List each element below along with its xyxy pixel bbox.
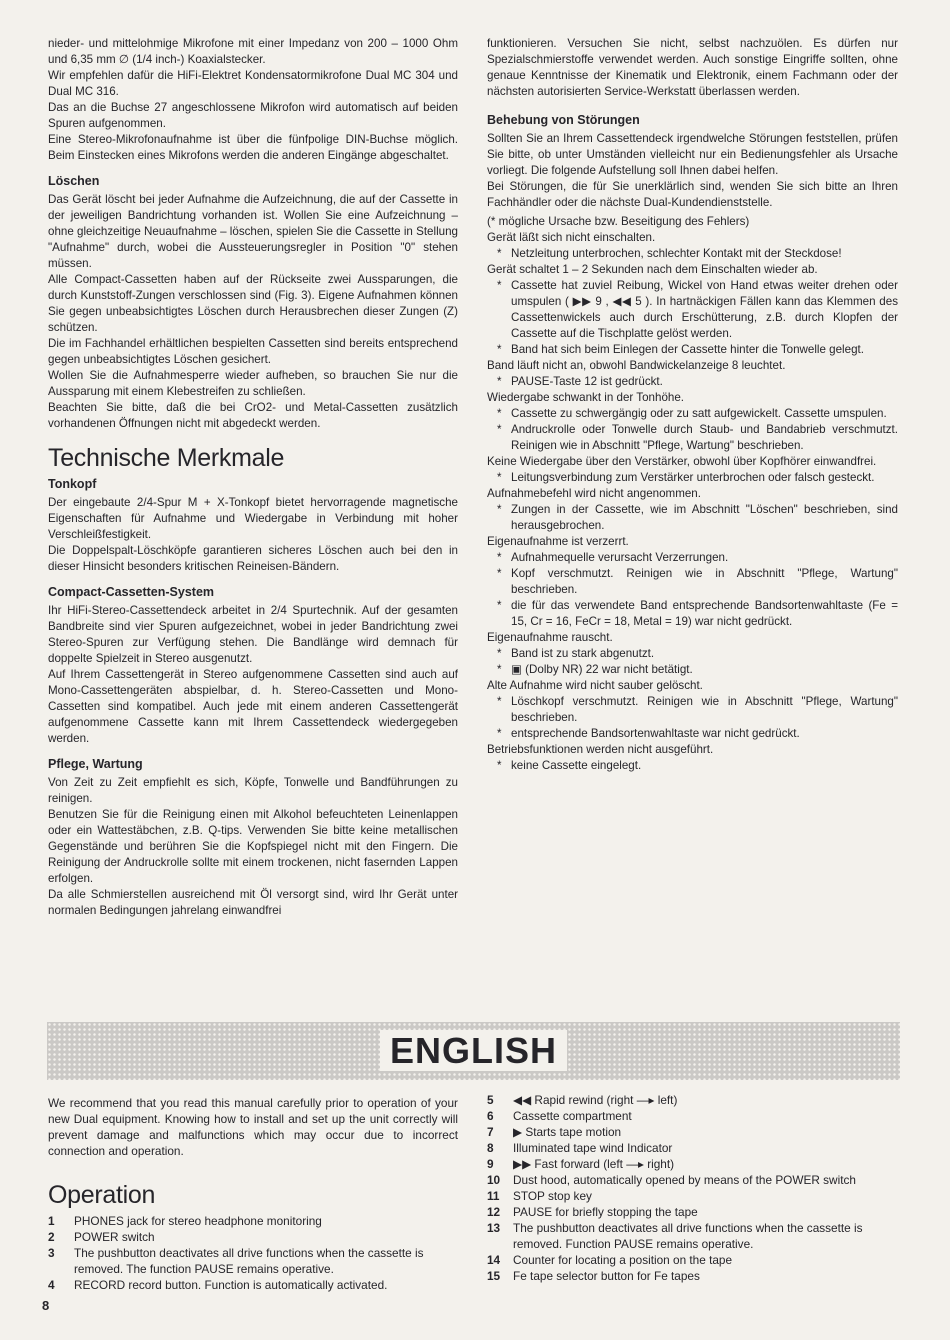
paragraph: Alle Compact-Cassetten haben auf der Rückseite zwei Aussparungen, die durch Kunststoff-Zungen verschlossen sind (Fig. 3). Eigene Aufnahmen können Sie gegen unbeabsichtigtes Löschen durch Herausbrechen dieser Zungen (Z) schützen. (48, 273, 458, 334)
item-text: Dust hood, automatically opened by means of the POWER switch (513, 1173, 856, 1187)
item-text: RECORD record button. Function is automatically activated. (74, 1278, 388, 1292)
section-heading-compact-cassetten: Compact-Cassetten-System (48, 585, 215, 599)
trouble-cause: * Andruckrolle oder Tonwelle durch Staub- und Bandabrieb verschmutzt. Reinigen wie in Abschnitt "Pflege, Wartung" beschrieben. (511, 422, 898, 454)
item-number: 6 (487, 1109, 494, 1123)
trouble-item: Keine Wiedergabe über den Verstärker, obwohl über Kopfhörer einwandfrei. (487, 455, 877, 468)
trouble-item: Gerät läßt sich nicht einschalten. (487, 231, 656, 244)
operation-heading: Operation (48, 1181, 156, 1209)
trouble-item: Betriebsfunktionen werden nicht ausgeführt. (487, 743, 714, 756)
paragraph: Wollen Sie die Aufnahmesperre wieder aufheben, so brauchen Sie nur die Aussparung mit einem Klebestreifen zu schließen. (48, 369, 458, 398)
trouble-cause: * entsprechende Bandsortenwahltaste war nicht gedrückt. (511, 726, 898, 742)
item-text: PAUSE for briefly stopping the tape (513, 1205, 698, 1219)
paragraph: Die Doppelspalt-Löschköpfe garantieren sicheres Löschen auch bei den in dieser Hinsicht besonders kritischen Reineisen-Bändern. (48, 544, 458, 573)
trouble-item: Eigenaufnahme rauscht. (487, 631, 613, 644)
section-heading-loeschen: Löschen (48, 174, 100, 188)
paragraph: Von Zeit zu Zeit empfiehlt es sich, Köpfe, Tonwelle und Bandführungen zu reinigen. (48, 776, 458, 805)
trouble-cause: * PAUSE-Taste 12 ist gedrückt. (511, 374, 898, 390)
paragraph: Das Gerät löscht bei jeder Aufnahme die Aufzeichnung, die auf der Cassette in der jeweiligen Bandrichtung vorhanden ist. Wollen Sie eine Aufzeichnung – ohne gleichzeitige Neuaufnahme – löschen, spielen Sie die Cassette in Stellung "Aufnahme" durch, wobei die Aussteuerungsregler in Position "0" stehen müssen. (48, 193, 458, 270)
trouble-cause: * Kopf verschmutzt. Reinigen wie in Abschnitt "Pflege, Wartung" beschrieben. (511, 566, 898, 598)
trouble-cause: * Zungen in der Cassette, wie im Abschnitt "Löschen" beschrieben, sind herausgebrochen. (511, 502, 898, 534)
operation-item (487, 1092, 898, 1108)
paragraph: funktionieren. Versuchen Sie nicht, selbst nachzuölen. Es dürfen nur Spezialschmierstoffe verwendet werden. Auch sonstige Eingriffe sollten, ohne genaue Kenntnisse der Kinematik und Elektronik, einem Fachmann oder der nächsten autorisierten Service-Werkstatt überlassen werden. (487, 37, 898, 98)
item-number: 14 (487, 1253, 501, 1267)
item-text: ▶▶ Fast forward (left —▸ right) (513, 1157, 675, 1171)
chapter-heading-technische-merkmale: Technische Merkmale (48, 444, 285, 472)
item-number: 15 (487, 1269, 501, 1283)
item-text: PHONES jack for stereo headphone monitoring (74, 1214, 322, 1228)
trouble-cause: * Band ist zu stark abgenutzt. (511, 646, 898, 662)
trouble-cause: * Leitungsverbindung zum Verstärker unterbrochen oder falsch gesteckt. (511, 470, 898, 486)
operation-item (487, 1156, 898, 1172)
section-heading-stoerungen: Behebung von Störungen (487, 113, 640, 127)
item-number: 10 (487, 1173, 501, 1187)
trouble-item: Wiedergabe schwankt in der Tonhöhe. (487, 391, 685, 404)
trouble-cause: * Cassette hat zuviel Reibung, Wickel von Hand etwas weiter drehen oder umspulen ( ▶▶ 9 , ◀◀ 5 ). In hartnäckigen Fällen kann das Klemmen des Cassettenwickels auch durch Erschütterung, z.B. durch Klopfen der Cassette auf die Tischplatte gelöst werden. (511, 278, 898, 342)
operation-list-right (487, 1092, 898, 1284)
section-heading-tonkopf: Tonkopf (48, 477, 97, 491)
paragraph: Wir empfehlen dafür die HiFi-Elektret Kondensatormikrofone Dual MC 304 und Dual MC 316. (48, 69, 458, 98)
paragraph: Auf Ihrem Cassettengerät in Stereo aufgenommene Cassetten sind auch auf Mono-Cassettengeräten abspielbar, d. h. Stereo-Cassetten und Mono-Cassetten sind kompatibel. Auch jede mit einem anderen Cassettengerät aufgenommene Cassette kann mit Ihrem Cassettendeck wiedergegeben werden. (48, 668, 458, 745)
item-number: 5 (487, 1093, 494, 1107)
language-banner (47, 1022, 900, 1080)
paragraph: Beachten Sie bitte, daß die bei CrO2- und Metal-Cassetten zusätzlich vorhandenen Öffnungen nicht mit abgedeckt werden. (48, 401, 458, 430)
english-left-column (48, 1095, 458, 1293)
operation-item (487, 1204, 898, 1220)
item-number: 2 (48, 1230, 55, 1244)
trouble-cause: * Cassette zu schwergängig oder zu satt aufgewickelt. Cassette umspulen. (511, 406, 898, 422)
section-heading-pflege: Pflege, Wartung (48, 757, 143, 771)
item-text: ◀◀ Rapid rewind (right —▸ left) (513, 1093, 678, 1107)
item-number: 13 (487, 1221, 501, 1235)
operation-item (487, 1172, 898, 1188)
item-number: 1 (48, 1214, 55, 1228)
item-number: 3 (48, 1246, 55, 1260)
operation-item (487, 1188, 898, 1204)
trouble-cause: * Löschkopf verschmutzt. Reinigen wie in Abschnitt "Pflege, Wartung" beschrieben. (511, 694, 898, 726)
item-number: 9 (487, 1157, 494, 1171)
operation-item (487, 1108, 898, 1124)
trouble-item: Alte Aufnahme wird nicht sauber gelöscht. (487, 679, 703, 692)
item-text: Illuminated tape wind Indicator (513, 1141, 673, 1155)
item-text: The pushbutton deactivates all drive functions when the cassette is removed. Function PAUSE remains operative. (513, 1221, 863, 1251)
item-number: 7 (487, 1125, 494, 1139)
operation-item (487, 1140, 898, 1156)
english-intro: We recommend that you read this manual carefully prior to operation of your new Dual equipment. Knowing how to install and set up the unit correctly will prevent damage and malfunctions which may occur due to incorrect connection and operation. (48, 1096, 458, 1158)
paragraph: nieder- und mittelohmige Mikrofone mit einer Impedanz von 200 – 1000 Ohm und 6,35 mm ∅ (1/4 inch-) Koaxialstecker. (48, 37, 458, 66)
trouble-item: Aufnahmebefehl wird nicht angenommen. (487, 487, 701, 500)
paragraph: Ihr HiFi-Stereo-Cassettendeck arbeitet in 2/4 Spurtechnik. Auf der gesamten Bandbreite sind vier Spuren aufgezeichnet, wobei in jeder Bandrichtung zwei Stereo-Spuren zur Verfügung stehen. Die Bandlänge wird demnach für doppelte Spielzeit in Stereo ausgenutzt. (48, 604, 458, 665)
paragraph: Die im Fachhandel erhältlichen bespielten Cassetten sind bereits entsprechend gegen unbeabsichtigtes Löschen gesichert. (48, 337, 458, 366)
trouble-cause: * die für das verwendete Band entsprechende Bandsortenwahltaste (Fe = 15, Cr = 16, FeCr = 18, Metal = 19) war nicht gedrückt. (511, 598, 898, 630)
operation-item (487, 1268, 898, 1284)
item-text: Fe tape selector button for Fe tapes (513, 1269, 700, 1283)
paragraph: Bei Störungen, die für Sie unerklärlich sind, wenden Sie sich bitte an Ihren Fachhändler oder die nächste Dual-Kundendienststelle. (487, 180, 898, 209)
operation-item (487, 1124, 898, 1140)
trouble-cause: * Band hat sich beim Einlegen der Cassette hinter die Tonwelle gelegt. (511, 342, 898, 358)
item-number: 4 (48, 1278, 55, 1292)
operation-item (48, 1277, 458, 1293)
item-text: Cassette compartment (513, 1109, 632, 1123)
paragraph: (* mögliche Ursache bzw. Beseitigung des Fehlers) (487, 215, 750, 228)
operation-item (48, 1245, 458, 1277)
item-text: Counter for locating a position on the tape (513, 1253, 733, 1267)
item-text: POWER switch (74, 1230, 155, 1244)
left-column (48, 36, 458, 919)
item-text: STOP stop key (513, 1189, 592, 1203)
trouble-cause: * keine Cassette eingelegt. (511, 758, 898, 774)
trouble-item: Gerät schaltet 1 – 2 Sekunden nach dem Einschalten wieder ab. (487, 263, 818, 276)
operation-list-left (48, 1213, 458, 1293)
paragraph: Das an die Buchse 27 angeschlossene Mikrofon wird automatisch auf beiden Spuren aufgenommen. (48, 101, 458, 130)
paragraph: Benutzen Sie für die Reinigung einen mit Alkohol befeuchteten Leinenlappen oder ein Wattestäbchen, z.B. Q-tips. Verwenden Sie bitte keine metallischen Gegenstände und berühren Sie die Kopfspiegel nicht mit den Fingern. Die Reinigung der Andruckrolle sollte mit einem trockenen, nicht fasernden Lappen erfolgen. (48, 808, 458, 885)
paragraph: Da alle Schmierstellen ausreichend mit Öl versorgt sind, wird Ihr Gerät unter normalen Bedingungen jahrelang einwandfrei (48, 888, 458, 917)
item-number: 8 (487, 1141, 494, 1155)
paragraph: Eine Stereo-Mikrofonaufnahme ist über die fünfpolige DIN-Buchse möglich. Beim Einstecken eines Mikrofons werden die anderen Eingänge abgeschaltet. (48, 133, 458, 162)
item-text: The pushbutton deactivates all drive functions when the cassette is removed. The function PAUSE remains operative. (74, 1246, 424, 1276)
paragraph: Der eingebaute 2/4-Spur M + X-Tonkopf bietet hervorragende magnetische Eigenschaften für Aufnahme und Wiedergabe in Verbindung mit hoher Verschleißfestigkeit. (48, 496, 458, 541)
paragraph: Sollten Sie an Ihrem Cassettendeck irgendwelche Störungen feststellen, prüfen Sie bitte, ob unter Umständen vielleicht nur ein Bedienungsfehler als Ursache vorliegt. Die folgende Aufstellung soll Ihnen dabei helfen. (487, 132, 898, 177)
right-column (487, 36, 898, 774)
trouble-item: Band läuft nicht an, obwohl Bandwickelanzeige 8 leuchtet. (487, 359, 786, 372)
item-number: 12 (487, 1205, 501, 1219)
operation-item (48, 1229, 458, 1245)
operation-item (487, 1220, 898, 1252)
item-number: 11 (487, 1189, 500, 1203)
trouble-cause: * ▣ (Dolby NR) 22 war nicht betätigt. (511, 662, 898, 678)
operation-item (487, 1252, 898, 1268)
trouble-cause: * Aufnahmequelle verursacht Verzerrungen. (511, 550, 898, 566)
operation-item (48, 1213, 458, 1229)
trouble-item: Eigenaufnahme ist verzerrt. (487, 535, 629, 548)
english-right-column (487, 1092, 898, 1284)
item-text: ▶ Starts tape motion (513, 1125, 622, 1139)
banner-title: ENGLISH (380, 1030, 567, 1071)
page-number: 8 (42, 1298, 50, 1313)
trouble-cause: * Netzleitung unterbrochen, schlechter Kontakt mit der Steckdose! (511, 246, 898, 262)
